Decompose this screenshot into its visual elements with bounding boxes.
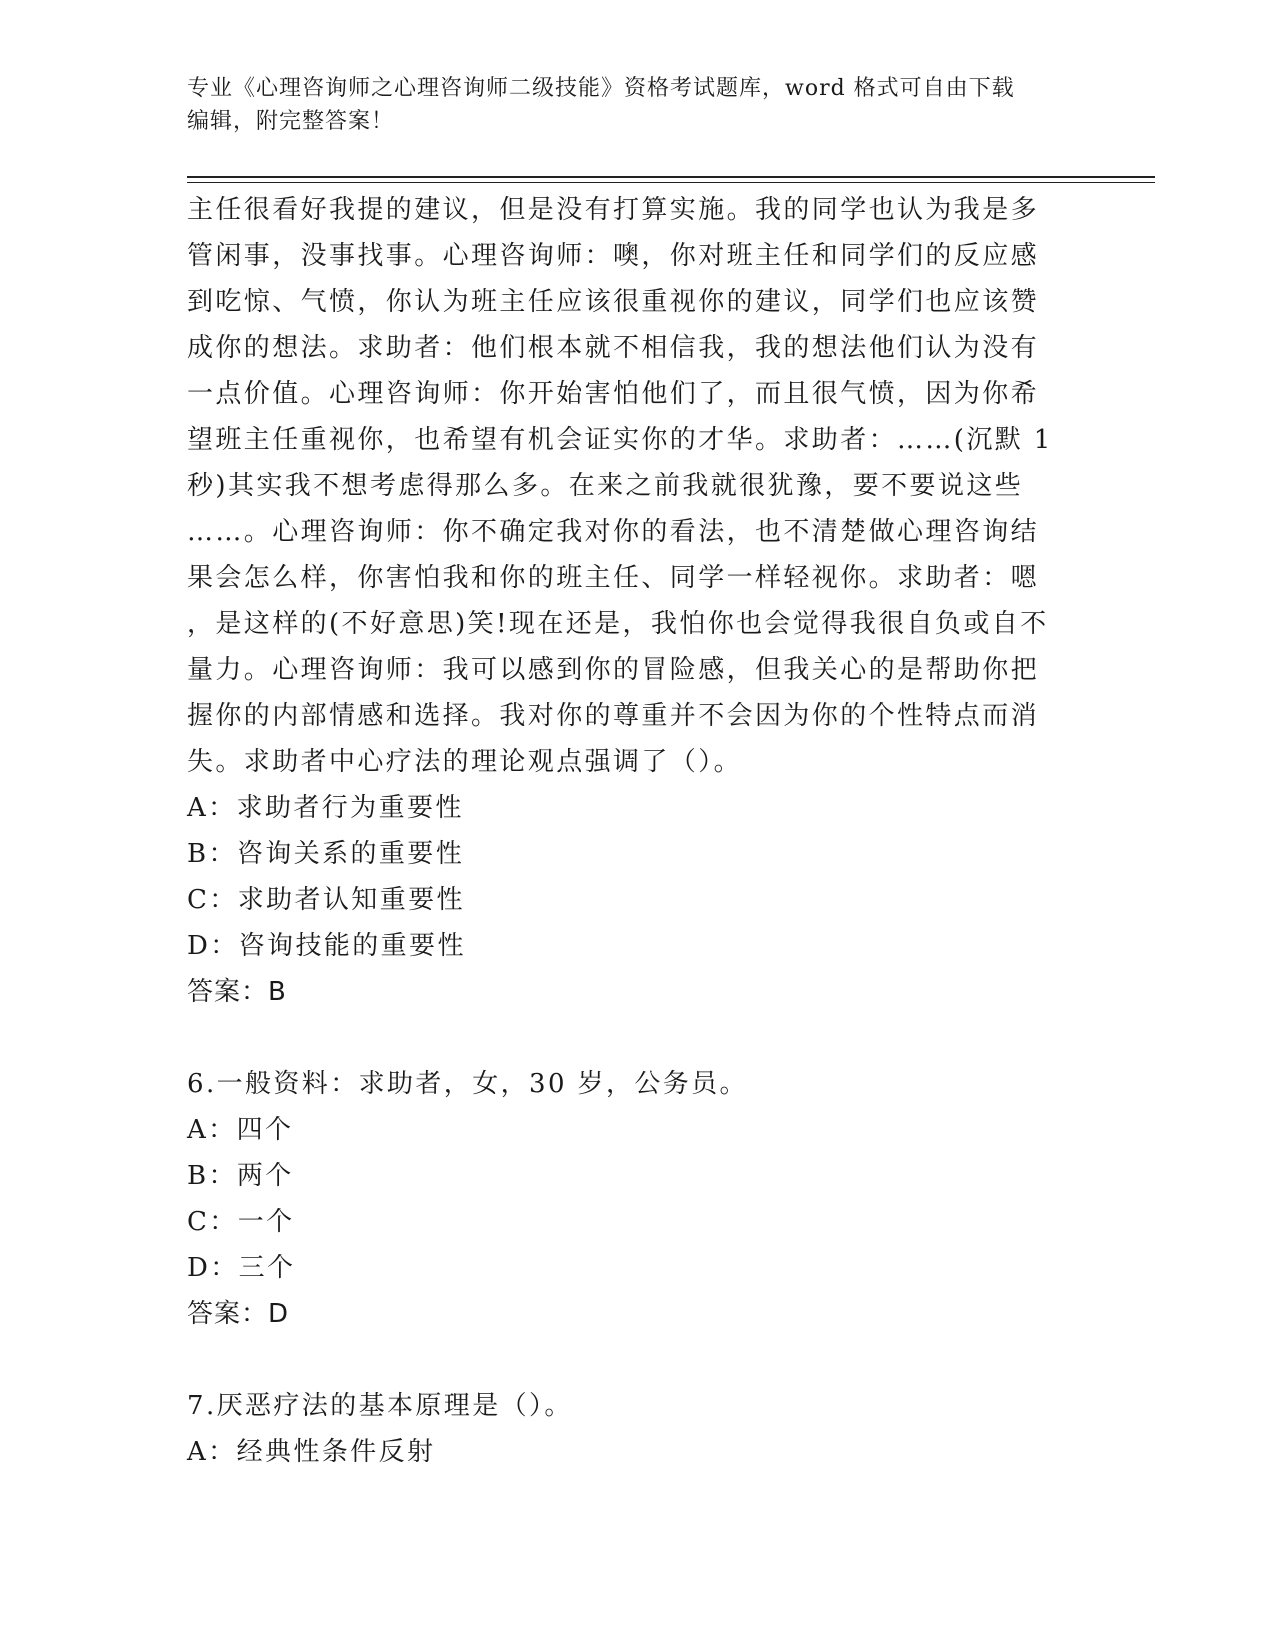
option-b: B：咨询关系的重要性 [187, 839, 465, 869]
question-text-line: 成你的想法。求助者：他们根本就不相信我，我的想法他们认为没有 [187, 333, 1040, 363]
header-line-1: 专业《心理咨询师之心理咨询师二级技能》资格考试题库，word 格式可自由下载 [187, 76, 1015, 101]
question-stem: 6.一般资料：求助者，女，30 岁，公务员。 [187, 1069, 748, 1099]
option-a: A：求助者行为重要性 [187, 793, 464, 823]
document-header [187, 72, 1067, 138]
question-text-line: 果会怎么样，你害怕我和你的班主任、同学一样轻视你。求助者：嗯 [187, 563, 1040, 593]
header-divider-thin [187, 182, 1155, 183]
answer-label: 答案：D [187, 1299, 290, 1329]
question-text-line: 一点价值。心理咨询师：你开始害怕他们了，而且很气愤，因为你希 [187, 379, 1040, 409]
option-d: D：三个 [187, 1253, 296, 1283]
question-text-line: ……。心理咨询师：你不确定我对你的看法，也不清楚做心理咨询结 [187, 517, 1040, 547]
question-text-line: 主任很看好我提的建议，但是没有打算实施。我的同学也认为我是多 [187, 195, 1040, 225]
header-divider-thick [187, 176, 1155, 178]
spacer [187, 1015, 1087, 1061]
question-text-line: 握你的内部情感和选择。我对你的尊重并不会因为你的个性特点而消 [187, 701, 1040, 731]
question-text-line: 秒)其实我不想考虑得那么多。在来之前我就很犹豫，要不要说这些 [187, 471, 1024, 501]
question-text-line: 失。求助者中心疗法的理论观点强调了（）。 [187, 747, 743, 777]
spacer [187, 1337, 1087, 1383]
question-text-line: ，是这样的(不好意思)笑!现在还是，我怕你也会觉得我很自负或自不 [187, 609, 1049, 639]
question-6 [187, 1061, 1087, 1337]
question-5 [187, 187, 1087, 1015]
option-a: A：经典性条件反射 [187, 1437, 436, 1467]
option-c: C：求助者认知重要性 [187, 885, 465, 915]
question-text-line: 望班主任重视你，也希望有机会证实你的才华。求助者：……(沉默 1 [187, 425, 1053, 455]
option-d: D：咨询技能的重要性 [187, 931, 466, 961]
answer-label: 答案：B [187, 977, 287, 1007]
document-body [187, 187, 1087, 1475]
question-text-line: 量力。心理咨询师：我可以感到你的冒险感，但我关心的是帮助你把 [187, 655, 1040, 685]
header-line-2: 编辑，附完整答案！ [187, 109, 395, 134]
option-c: C：一个 [187, 1207, 295, 1237]
option-a: A：四个 [187, 1115, 294, 1145]
question-text-line: 管闲事，没事找事。心理咨询师：噢，你对班主任和同学们的反应感 [187, 241, 1040, 271]
option-b: B：两个 [187, 1161, 294, 1191]
question-text-line: 到吃惊、气愤，你认为班主任应该很重视你的建议，同学们也应该赞 [187, 287, 1040, 317]
question-7 [187, 1383, 1087, 1475]
question-stem: 7.厌恶疗法的基本原理是（）。 [187, 1391, 573, 1421]
